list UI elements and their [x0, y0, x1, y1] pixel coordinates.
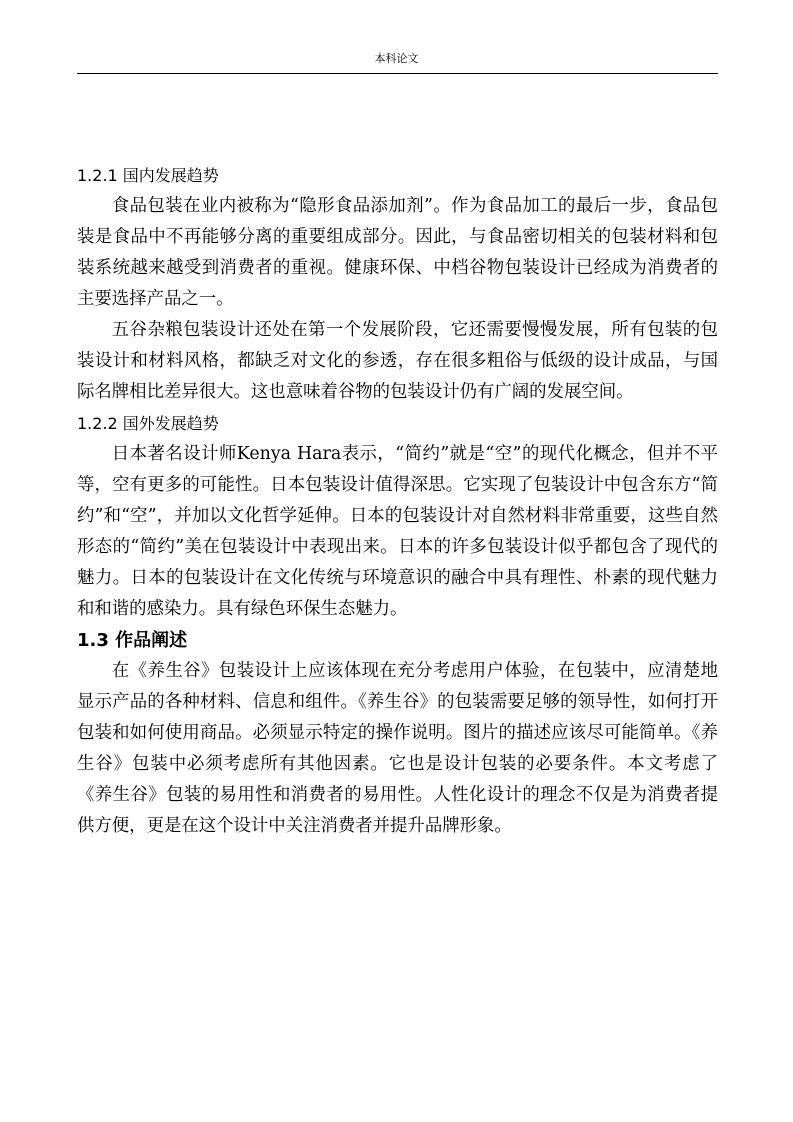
paragraph: 日本著名设计师Kenya Hara表示，“简约”就是“空”的现代化概念，但并不平等，空有更多的可能性。日本包装设计值得深思。它实现了包装设计中包含东方“简约”和“空”，并加以文化哲学延伸。日本的包装设计对自然材料非常重要，这些自然形态的“简约”美在包装设计中表现出来。日本的许多包装设计似乎都包含了现代的魅力。日本的包装设计在文化传统与环境意识的融合中具有理性、朴素的现代魅力和和谐的感染力。具有绿色环保生态魅力。	[77, 444, 718, 619]
running-header: 本科论文	[374, 52, 419, 65]
paragraph: 在《养生谷》包装设计上应该体现在充分考虑用户体验，在包装中，应清楚地显示产品的各种材料、信息和组件。《养生谷》的包装需要足够的领导性，如何打开包装和如何使用商品。必须显示特定的操作说明。图片的描述应该尽可能简单。《养生谷》包装中必须考虑所有其他因素。它也是设计包装的必要条件。本文考虑了《养生谷》包装的易用性和消费者的易用性。人性化设计的理念不仅是为消费者提供方便，更是在这个设计中关注消费者并提升品牌形象。	[77, 661, 718, 836]
section-heading-foreign: 1.2.2 国外发展趋势	[77, 414, 219, 433]
section-heading-domestic: 1.2.1 国内发展趋势	[77, 166, 219, 185]
page-body	[77, 160, 718, 842]
header-rule	[77, 73, 718, 74]
paragraph: 五谷杂粮包装设计还处在第一个发展阶段，它还需要慢慢发展，所有包装的包装设计和材料风格，都缺乏对文化的参透，存在很多粗俗与低级的设计成品，与国际名牌相比差异很大。这也意味着谷物的包装设计仍有广阔的发展空间。	[77, 320, 718, 402]
paragraph: 食品包装在业内被称为“隐形食品添加剂”。作为食品加工的最后一步，食品包装是食品中不再能够分离的重要组成部分。因此，与食品密切相关的包装材料和包装系统越来越受到消费者的重视。健康环保、中档谷物包装设计已经成为消费者的主要选择产品之一。	[77, 196, 718, 309]
section-heading-work: 1.3 作品阐述	[77, 630, 188, 651]
